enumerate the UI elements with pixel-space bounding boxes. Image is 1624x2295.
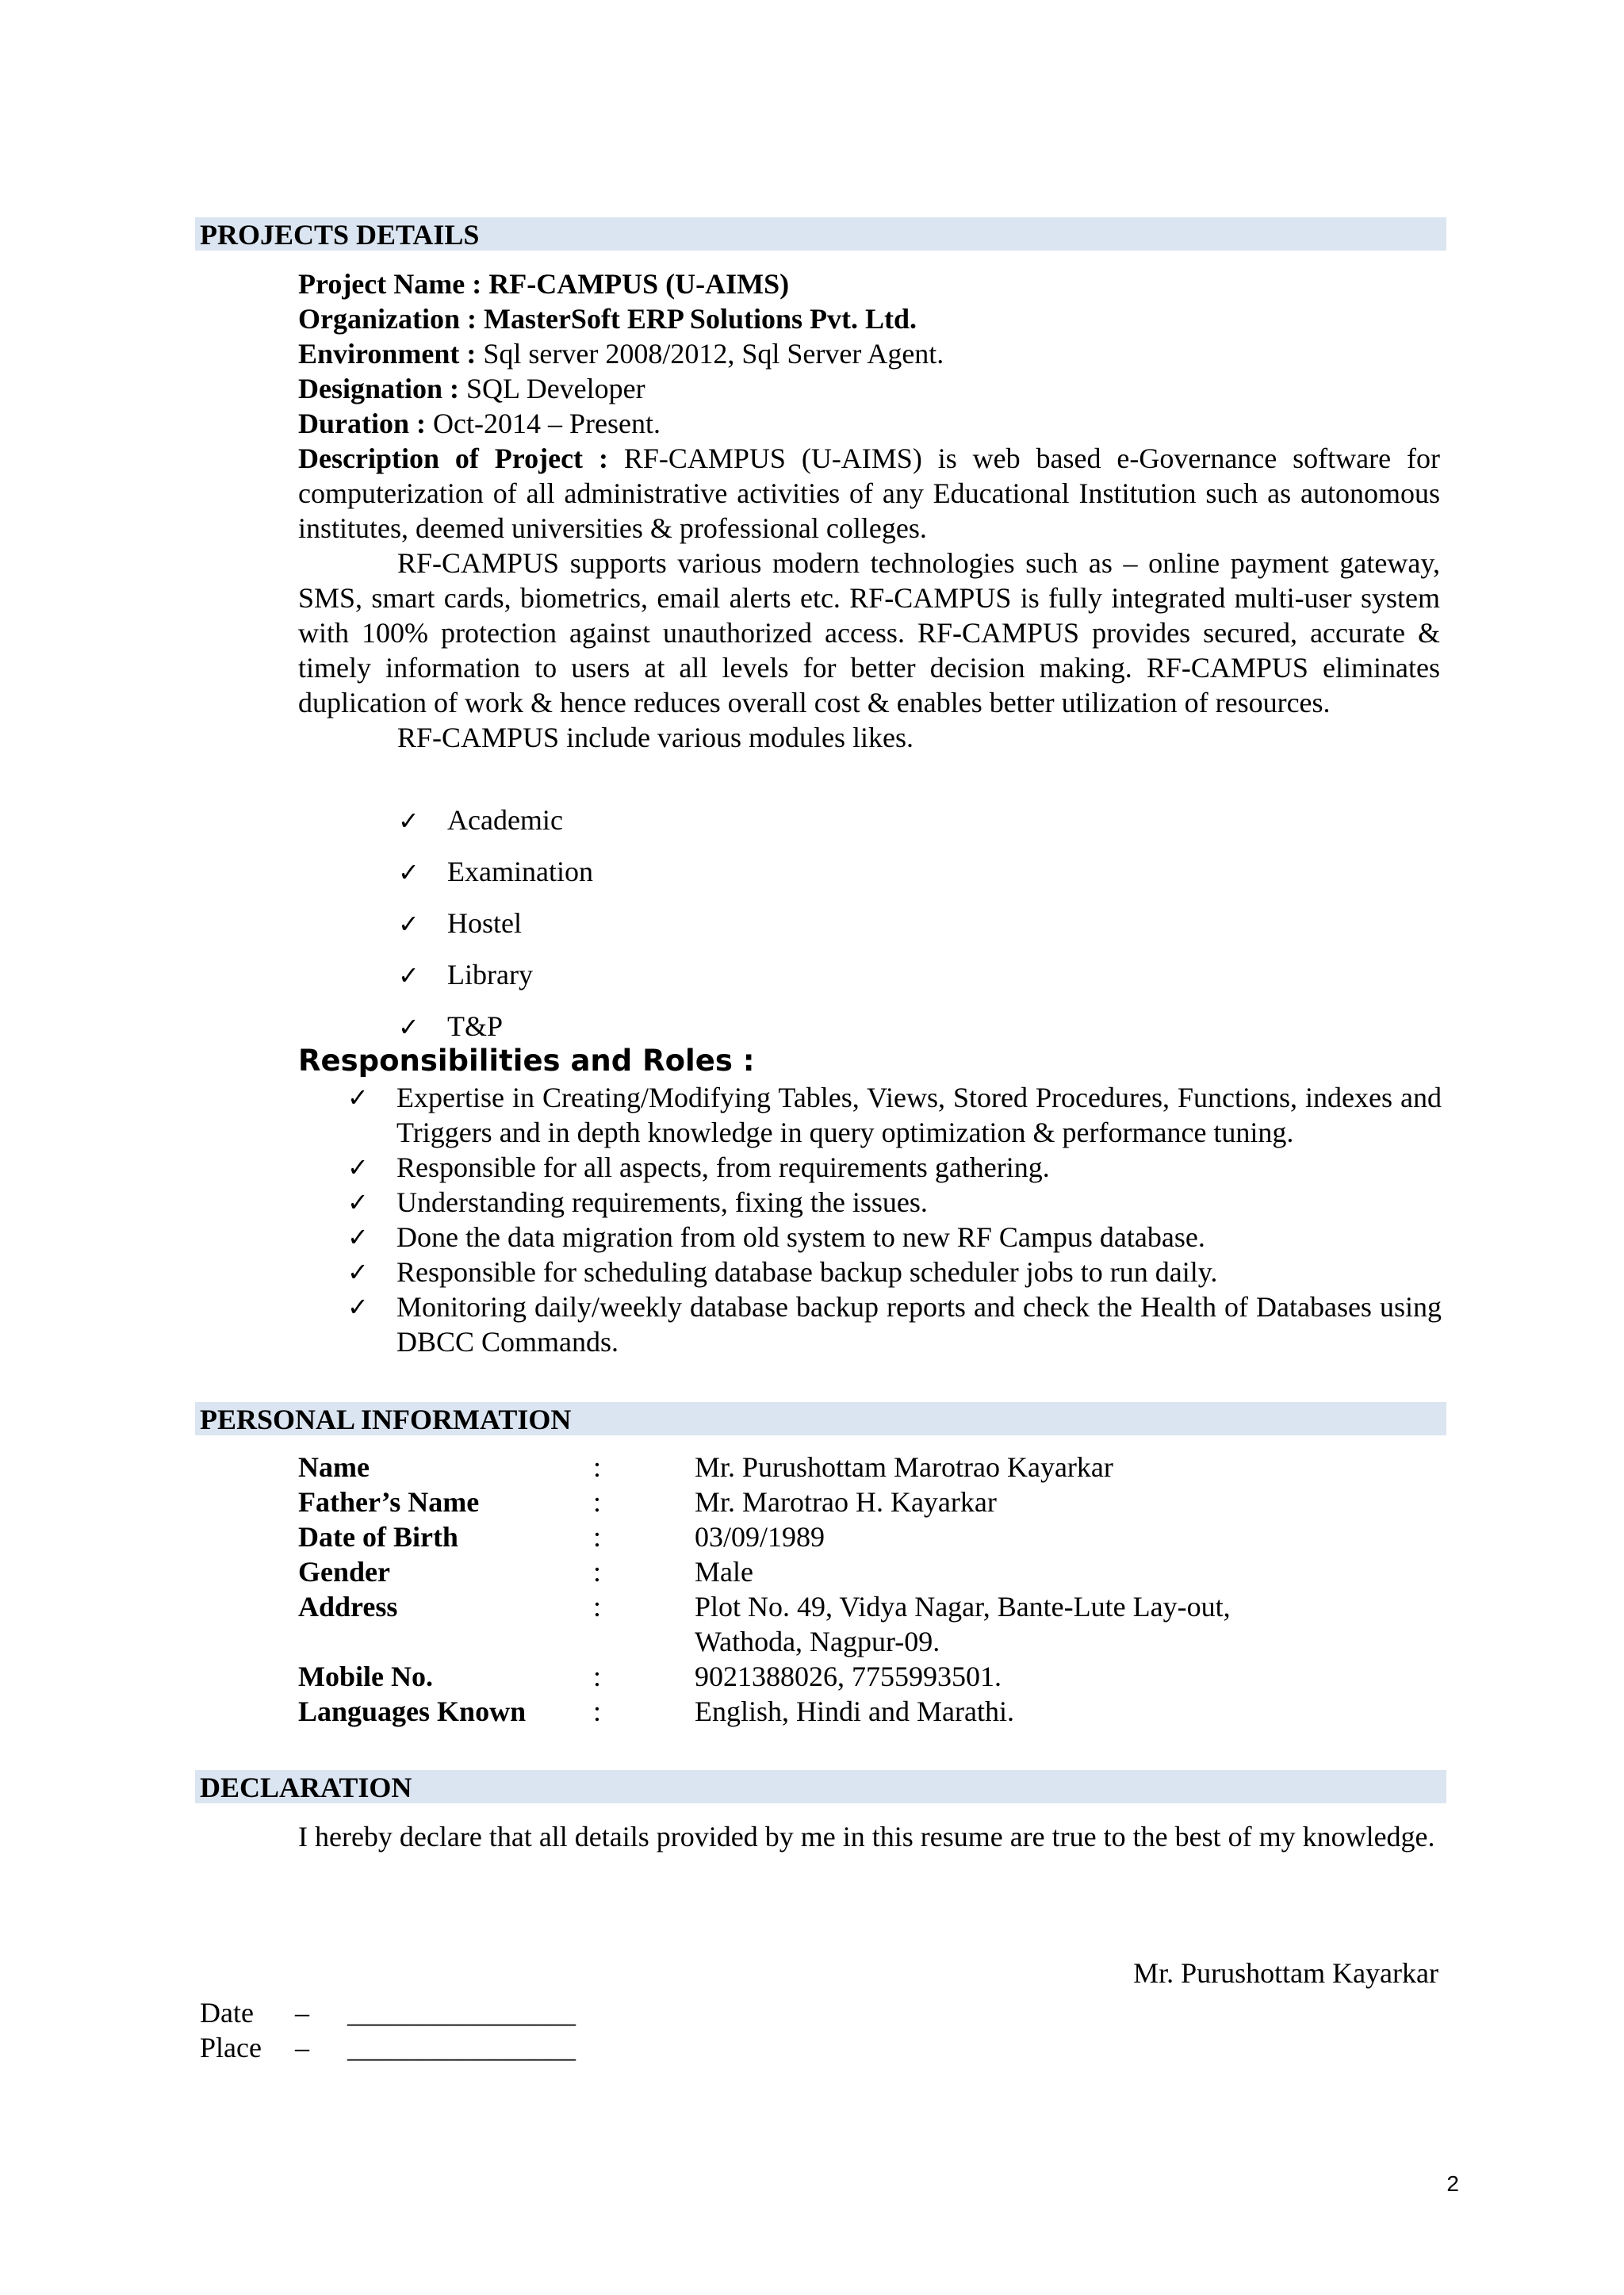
checkmark-icon: ✓	[347, 1292, 369, 1322]
colon: :	[593, 1591, 602, 1623]
signature-name: Mr. Purushottam Kayarkar	[1133, 1957, 1438, 1989]
responsibility-text: Understanding requirements, fixing the issues.	[396, 1186, 928, 1218]
responsibilities-title: Responsibilities and Roles :	[298, 1044, 755, 1078]
responsibility-text: Expertise in Creating/Modifying Tables, Views, Stored Procedures, Functions, indexes and Triggers and in depth knowledge in query optimization & performance tuning.	[396, 1082, 1442, 1148]
checkmark-icon: ✓	[347, 1187, 369, 1217]
personal-section-header: PERSONAL INFORMATION	[195, 1402, 1446, 1435]
declaration-section-header: DECLARATION	[195, 1770, 1446, 1803]
responsibility-text: Done the data migration from old system to new RF Campus database.	[396, 1221, 1205, 1253]
list-item	[398, 854, 593, 906]
dash: –	[295, 1997, 309, 2029]
module-label: Library	[447, 959, 533, 990]
checkmark-icon: ✓	[398, 909, 419, 939]
languages-label: Languages Known	[298, 1695, 527, 1727]
responsibility-text: Responsible for scheduling database backup scheduler jobs to run daily.	[396, 1256, 1218, 1288]
name-label: Name	[298, 1451, 370, 1483]
project-description	[298, 441, 1440, 546]
project-name-value: RF-CAMPUS (U-AIMS)	[488, 268, 790, 300]
module-label: Hostel	[447, 907, 522, 939]
organization-label: Organization :	[298, 303, 484, 335]
colon: :	[593, 1521, 602, 1553]
responsibility-text: Responsible for all aspects, from requirements gathering.	[396, 1151, 1050, 1183]
duration-label: Duration :	[298, 408, 433, 439]
father-name-value: Mr. Marotrao H. Kayarkar	[695, 1486, 997, 1518]
projects-section-header: PROJECTS DETAILS	[195, 217, 1446, 251]
list-item	[347, 1150, 1442, 1185]
name-value: Mr. Purushottam Marotrao Kayarkar	[695, 1451, 1113, 1483]
list-item	[347, 1220, 1442, 1255]
description-label: Description of Project :	[298, 443, 624, 474]
dash: –	[295, 2032, 309, 2063]
modules-intro: RF-CAMPUS include various modules likes.	[397, 722, 914, 753]
checkmark-icon: ✓	[398, 1012, 419, 1042]
place-blank: ________________	[347, 2032, 576, 2063]
languages-value: English, Hindi and Marathi.	[695, 1695, 1014, 1727]
address-label: Address	[298, 1591, 398, 1623]
checkmark-icon: ✓	[398, 960, 419, 990]
mobile-value: 9021388026, 7755993501.	[695, 1661, 1002, 1692]
list-item	[398, 957, 593, 1009]
place-label: Place	[200, 2032, 262, 2063]
list-item	[347, 1255, 1442, 1289]
project-details	[298, 266, 1440, 755]
list-item	[398, 803, 593, 854]
checkmark-icon: ✓	[398, 857, 419, 887]
date-label: Date	[200, 1997, 254, 2029]
description-paragraph-2: RF-CAMPUS supports various modern technologies such as – online payment gateway, SMS, smart cards, biometrics, email alerts etc. RF-CAMPUS is fully integrated multi-user system with 100% protection against unauthorized access. RF-CAMPUS provides secured, accurate & timely information to users at all levels for better decision making. RF-CAMPUS eliminates duplication of work & hence reduces overall cost & enables better utilization of resources.	[298, 547, 1440, 718]
page-number: 2	[1446, 2171, 1459, 2196]
checkmark-icon: ✓	[347, 1257, 369, 1287]
dob-value: 03/09/1989	[695, 1521, 825, 1553]
checkmark-icon: ✓	[347, 1082, 369, 1113]
gender-value: Male	[695, 1556, 753, 1588]
designation-line	[298, 371, 1440, 406]
colon: :	[593, 1556, 602, 1588]
mobile-label: Mobile No.	[298, 1661, 433, 1692]
list-item	[347, 1185, 1442, 1220]
dob-label: Date of Birth	[298, 1521, 458, 1553]
colon: :	[593, 1695, 602, 1727]
list-item	[347, 1080, 1442, 1150]
environment-value: Sql server 2008/2012, Sql Server Agent.	[483, 338, 944, 370]
responsibility-text: Monitoring daily/weekly database backup reports and check the Health of Databases using DBCC Commands.	[396, 1291, 1442, 1358]
list-item	[398, 906, 593, 957]
module-label: Examination	[447, 856, 593, 887]
checkmark-icon: ✓	[347, 1152, 369, 1182]
project-name-line	[298, 266, 1440, 301]
module-label: T&P	[447, 1010, 504, 1042]
checkmark-icon: ✓	[398, 806, 419, 836]
environment-label: Environment :	[298, 338, 484, 370]
checkmark-icon: ✓	[347, 1222, 369, 1252]
duration-value: Oct-2014 – Present.	[433, 408, 661, 439]
father-name-label: Father’s Name	[298, 1486, 480, 1518]
colon: :	[593, 1486, 602, 1518]
date-blank: ________________	[347, 1997, 576, 2029]
designation-label: Designation :	[298, 373, 467, 404]
organization-line	[298, 301, 1440, 336]
environment-line	[298, 336, 1440, 371]
module-label: Academic	[447, 804, 563, 836]
declaration-text: I hereby declare that all details provided by me in this resume are true to the best of my knowledge.	[298, 1821, 1435, 1852]
gender-label: Gender	[298, 1556, 390, 1588]
colon: :	[593, 1451, 602, 1483]
duration-line	[298, 406, 1440, 441]
address-line-2: Wathoda, Nagpur-09.	[695, 1626, 940, 1657]
address-line-1: Plot No. 49, Vidya Nagar, Bante-Lute Lay-out,	[695, 1591, 1231, 1623]
list-item	[347, 1289, 1442, 1359]
description-paragraph-1: RF-CAMPUS (U-AIMS) is web based e-Governance software for computerization of all administrative activities of any Educational Institution such as autonomous institutes, deemed universities & professional colleges.	[298, 443, 1440, 544]
project-name-label: Project Name :	[298, 268, 489, 300]
colon: :	[593, 1661, 602, 1692]
modules-list	[398, 803, 593, 1060]
organization-value: MasterSoft ERP Solutions Pvt. Ltd.	[483, 303, 917, 335]
responsibilities-list	[347, 1080, 1442, 1359]
designation-value: SQL Developer	[466, 373, 645, 404]
